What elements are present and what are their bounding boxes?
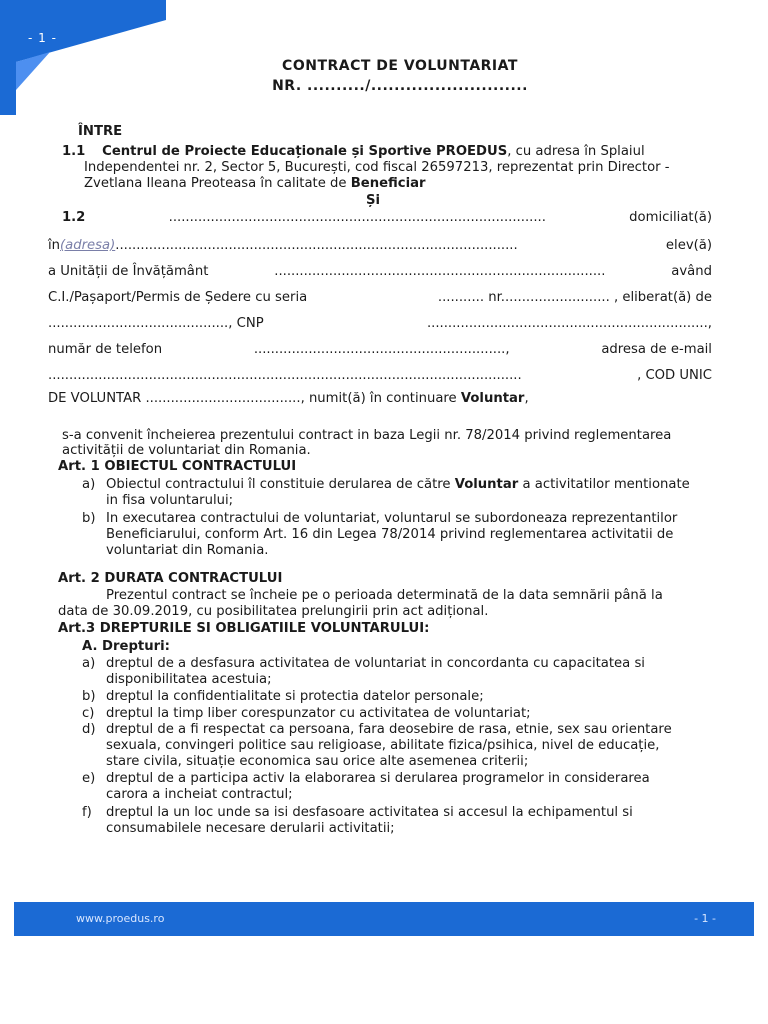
contract-number-line: NR. ........../........................... — [272, 78, 528, 94]
right-item-line: carora a incheiat contractul; — [106, 787, 293, 802]
footer-page-number: - 1 - — [694, 912, 716, 925]
id-document-label: C.I./Pașaport/Permis de Ședere cu seria — [48, 290, 308, 305]
right-item-label: e) — [82, 771, 96, 786]
id-document-line — [48, 290, 712, 306]
avand-label: având — [671, 264, 712, 279]
email-label: adresa de e-mail — [601, 342, 712, 357]
party-1-name: Centrul de Proiecte Educaționale și Sportive PROEDUS — [102, 144, 508, 159]
cnp-line — [48, 316, 712, 332]
right-item-line: consumabilele necesare derularii activitatii; — [106, 821, 395, 836]
right-item-line: stare civila, situație economica sau orice alte asemenea criterii; — [106, 754, 529, 769]
art2-line-1: Prezentul contract se încheie pe o perioada determinată de la data semnării până la — [106, 588, 663, 603]
school-label: a Unității de Învățământ — [48, 264, 209, 279]
footer-website-link[interactable]: www.proedus.ro — [76, 912, 165, 925]
party-1-line-2: Independentei nr. 2, Sector 5, București, cod fiscal 26597213, reprezentat prin Director - — [84, 160, 670, 175]
party-2-domiciliat: domiciliat(ă) — [629, 210, 712, 225]
contract-title: CONTRACT DE VOLUNTARIAT — [282, 58, 518, 74]
right-item-line: dreptul de a participa activ la elaborarea si derularea programelor in considerarea — [106, 771, 650, 786]
address-link[interactable]: (adresa) — [60, 238, 116, 253]
right-item-line: dreptul de a desfasura activitatea de voluntariat in concordanta cu capacitatea si — [106, 656, 645, 671]
art3-rights-heading: A. Drepturi: — [82, 639, 170, 654]
school-line — [48, 264, 712, 280]
intro-line-2: activității de voluntariat din Romania. — [62, 443, 311, 458]
volunteer-code-comma: , — [524, 391, 529, 406]
art1-a-text: Obiectul contractului îl constituie derularea de către — [106, 477, 455, 492]
right-item-label: f) — [82, 805, 92, 820]
intre-heading: ÎNTRE — [78, 124, 123, 139]
right-item-label: c) — [82, 706, 95, 721]
party-2-number: 1.2 — [62, 210, 86, 225]
art1-a-label: a) — [82, 477, 96, 492]
phone-label: număr de telefon — [48, 342, 163, 357]
right-item-line: dreptul la timp liber corespunzator cu activitatea de voluntariat; — [106, 706, 531, 721]
page-number-top: - 1 - — [28, 31, 57, 45]
art1-a-voluntar: Voluntar — [454, 477, 519, 492]
phone-dots: ............................................................, — [253, 342, 510, 357]
school-dots: ............................................................................... — [274, 264, 606, 279]
id-document-fields: ........... nr.......................... , eliberat(ă) de — [437, 290, 712, 305]
right-item-line: sexuala, convingeri politice sau religioase, abilitate fizica/psihica, nivel de educație, — [106, 738, 660, 753]
right-item-label: d) — [82, 722, 96, 737]
right-item-line: dreptul la confidentialitate si protectia datelor personale; — [106, 689, 484, 704]
intro-line-1: s-a convenit încheierea prezentului contract in baza Legii nr. 78/2014 privind reglementarea — [62, 428, 672, 443]
art1-b-line-3: voluntariat din Romania. — [106, 543, 269, 558]
volunteer-code-line — [48, 391, 529, 407]
party-1-number: 1.1 — [62, 144, 86, 159]
elev-label: elev(ă) — [665, 238, 712, 253]
party-2-name-dots: .......................................................................................... — [168, 210, 546, 225]
art1-b-line-1: In executarea contractului de voluntariat, voluntarul se subordoneaza reprezentantilor — [106, 511, 678, 526]
address-dots: ................................................................................................ — [115, 238, 518, 253]
voluntar-label: Voluntar — [460, 391, 525, 406]
beneficiar-label: Beneficiar — [350, 176, 426, 191]
art1-heading: Art. 1 OBIECTUL CONTRACTULUI — [58, 459, 297, 474]
right-item-line: dreptul la un loc unde sa isi desfasoare activitatea si accesul la echipamentul si — [106, 805, 633, 820]
issuer-cnp-label: ..........................................., CNP — [48, 316, 264, 331]
party-2-line-1 — [62, 210, 712, 226]
cnp-dots: ..................................................................., — [426, 316, 712, 331]
address-line — [48, 238, 712, 254]
party-1-text: , cu adresa în Splaiul — [507, 144, 645, 159]
email-dots: ................................................................................................................. — [48, 368, 522, 383]
right-item-line: disponibilitatea acestuia; — [106, 672, 272, 687]
si-conjunction: Și — [366, 193, 381, 208]
art2-heading: Art. 2 DURATA CONTRACTULUI — [58, 571, 283, 586]
art1-b-label: b) — [82, 511, 96, 526]
art2-line-2: data de 30.09.2019, cu posibilitatea prelungirii prin act adițional. — [58, 604, 489, 619]
party-1-line-3 — [84, 176, 426, 192]
art1-a-line-1 — [106, 477, 690, 493]
art3-heading: Art.3 DREPTURILE SI OBLIGATIILE VOLUNTARULUI: — [58, 621, 430, 636]
right-item-label: a) — [82, 656, 96, 671]
right-item-label: b) — [82, 689, 96, 704]
party-1-line-1 — [62, 144, 645, 160]
art1-a-text-end: a activitatilor mentionate — [518, 477, 690, 492]
footer-bar — [14, 902, 754, 936]
art1-a-line-2: in fisa voluntarului; — [106, 493, 234, 508]
cod-unic-label: , COD UNIC — [637, 368, 712, 383]
email-line — [48, 368, 712, 384]
phone-line — [48, 342, 712, 358]
address-prefix: în — [48, 238, 61, 253]
right-item-line: dreptul de a fi respectat ca persoana, fara deosebire de rasa, etnie, sex sau orientare — [106, 722, 672, 737]
volunteer-code-text: DE VOLUNTAR ....................................., numit(ă) în continuare — [48, 391, 461, 406]
art1-b-line-2: Beneficiarului, conform Art. 16 din Legea 78/2014 privind reglementarea activitatii de — [106, 527, 674, 542]
party-1-line-3-text: Zvetlana Ileana Preoteasa în calitate de — [84, 176, 351, 191]
